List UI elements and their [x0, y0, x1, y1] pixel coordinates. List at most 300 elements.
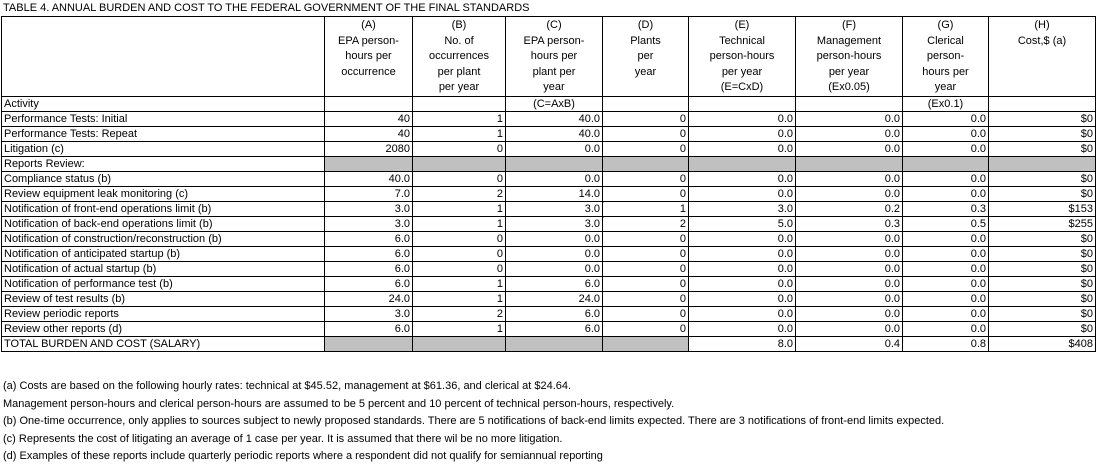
- value-cell: [325, 172, 413, 187]
- value-cell: [603, 202, 689, 217]
- value-cell: [603, 112, 689, 127]
- cell-value: 0.0: [884, 278, 900, 290]
- column-header-line: Technical: [719, 34, 765, 47]
- cell-value: 0.0: [970, 308, 986, 320]
- column-header-line: person-hours: [709, 50, 775, 62]
- cell-value: 40.0: [578, 128, 600, 140]
- value-cell: [796, 247, 903, 262]
- cell-value: 2: [496, 188, 503, 200]
- value-cell: [506, 322, 603, 337]
- value-cell: [413, 187, 506, 202]
- value-cell: [413, 232, 506, 247]
- column-header: [989, 17, 1096, 97]
- header-blank-cell: [2, 17, 325, 97]
- column-header-line: plant per: [532, 65, 576, 78]
- cell-value: 6.0: [584, 278, 600, 290]
- value-cell: [603, 247, 689, 262]
- activity-label: Activity: [2, 97, 325, 112]
- value-cell: [413, 112, 506, 127]
- table-row: [2, 202, 1096, 217]
- burden-cost-table: [1, 16, 1096, 352]
- formula-cell: (Ex0.1): [903, 97, 989, 112]
- cell-value: 0.0: [970, 233, 986, 245]
- formula-cell: [796, 97, 903, 112]
- cell-value: $0: [1080, 173, 1093, 185]
- column-header-line: (Ex0.05): [828, 81, 870, 93]
- formula-cell: [325, 97, 413, 112]
- value-cell: [603, 262, 689, 277]
- cell-value: 40.0: [388, 173, 410, 185]
- value-cell: [506, 217, 603, 232]
- formula-cell: [413, 97, 506, 112]
- column-header-line: EPA person-: [523, 34, 585, 47]
- value-cell: [903, 292, 989, 307]
- cell-value: 40: [397, 128, 410, 140]
- cell-value: 0.0: [884, 263, 900, 275]
- cell-value: 6.0: [584, 308, 600, 320]
- value-cell: [506, 142, 603, 157]
- value-cell: [689, 277, 796, 292]
- cell-value: 1: [679, 203, 686, 215]
- cell-value: 0.0: [970, 113, 986, 125]
- cell-value: 6.0: [394, 278, 410, 290]
- cell-value: 0: [679, 263, 686, 275]
- value-cell: [989, 277, 1096, 292]
- value-cell: [989, 232, 1096, 247]
- column-header: [325, 17, 413, 97]
- footnote: (c) Represents the cost of litigating an average of 1 case per year. It is assumed that there wil be no more litigation.: [3, 432, 563, 445]
- footnote: (b) One-time occurrence, only applies to sources subject to newly proposed standards. There are 5 notifications of back-end limits expected. There are 3 notifications of front-end limits expected.: [3, 415, 945, 427]
- value-cell: [989, 112, 1096, 127]
- value-cell: [325, 217, 413, 232]
- cell-value: 1: [496, 113, 503, 125]
- row-label: Reports Review:: [2, 157, 325, 172]
- value-cell: [903, 127, 989, 142]
- cell-value: 0.0: [884, 233, 900, 245]
- value-cell: [413, 262, 506, 277]
- cell-value: 0: [679, 308, 686, 320]
- value-cell: [325, 262, 413, 277]
- column-letter: (A): [361, 19, 376, 31]
- column-header: [903, 17, 989, 97]
- value-cell: [989, 262, 1096, 277]
- value-cell: [413, 322, 506, 337]
- value-cell: [603, 277, 689, 292]
- value-cell: [413, 307, 506, 322]
- cell-value: 6.0: [394, 248, 410, 260]
- value-cell: [796, 187, 903, 202]
- value-cell: [413, 277, 506, 292]
- row-label: Review periodic reports: [2, 307, 325, 322]
- cell-value: 0.0: [884, 188, 900, 200]
- cell-value: 0.8: [970, 338, 986, 350]
- column-header: [796, 17, 903, 97]
- table-row: [2, 127, 1096, 142]
- cell-value: 0: [679, 173, 686, 185]
- column-header-line: occurrences: [429, 50, 489, 62]
- value-cell: [903, 247, 989, 262]
- cell-value: 40: [397, 113, 410, 125]
- value-cell: [413, 142, 506, 157]
- value-cell: [325, 292, 413, 307]
- value-cell: [506, 202, 603, 217]
- cell-value: 0: [496, 233, 503, 245]
- cell-value: 1: [496, 203, 503, 215]
- value-cell: [689, 292, 796, 307]
- cell-value: 0: [496, 173, 503, 185]
- cell-value: 0.0: [884, 293, 900, 305]
- cell-value: 0.0: [970, 128, 986, 140]
- value-cell: [689, 337, 796, 352]
- cell-value: 0.0: [970, 323, 986, 335]
- cell-value: 0.0: [884, 143, 900, 155]
- value-cell: [603, 232, 689, 247]
- value-cell: [325, 277, 413, 292]
- value-cell: [506, 337, 603, 352]
- value-cell: [989, 247, 1096, 262]
- cell-value: 0: [679, 293, 686, 305]
- value-cell: [506, 247, 603, 262]
- cell-value: 0: [496, 263, 503, 275]
- row-label: Review other reports (d): [2, 322, 325, 337]
- column-header-line: Cost,$ (a): [1017, 34, 1067, 47]
- table-row: [2, 172, 1096, 187]
- value-cell: [506, 292, 603, 307]
- cell-value: 24.0: [388, 293, 410, 305]
- column-header-line: hours per: [922, 65, 969, 78]
- column-header-line: per year: [438, 81, 480, 93]
- cell-value: 40.0: [578, 113, 600, 125]
- value-cell: [903, 337, 989, 352]
- column-letter: (D): [637, 19, 654, 31]
- table-row: [2, 247, 1096, 262]
- cell-value: 24.0: [578, 293, 600, 305]
- value-cell: [796, 262, 903, 277]
- cell-value: 3.0: [394, 308, 410, 320]
- cell-value: 0: [679, 323, 686, 335]
- value-cell: [903, 157, 989, 172]
- row-label: Compliance status (b): [2, 172, 325, 187]
- value-cell: [989, 127, 1096, 142]
- value-cell: [413, 157, 506, 172]
- cell-value: $0: [1080, 308, 1093, 320]
- column-header: [506, 17, 603, 97]
- cell-value: 1: [496, 218, 503, 230]
- value-cell: [689, 112, 796, 127]
- value-cell: [689, 202, 796, 217]
- cell-value: 2080: [385, 143, 410, 155]
- column-header-line: Management: [816, 34, 882, 47]
- cell-value: 0.0: [884, 113, 900, 125]
- value-cell: [796, 277, 903, 292]
- row-label: Notification of anticipated startup (b): [2, 247, 325, 262]
- value-cell: [689, 172, 796, 187]
- cell-value: 0.0: [584, 248, 600, 260]
- value-cell: [796, 157, 903, 172]
- cell-value: 0.0: [777, 263, 793, 275]
- cell-value: 0: [679, 143, 686, 155]
- value-cell: [989, 292, 1096, 307]
- row-label: Notification of back-end operations limit (b): [2, 217, 325, 232]
- cell-value: 0.0: [584, 263, 600, 275]
- cell-value: $0: [1080, 263, 1093, 275]
- value-cell: [796, 142, 903, 157]
- value-cell: [796, 217, 903, 232]
- cell-value: 1: [496, 323, 503, 335]
- cell-value: 3.0: [584, 203, 600, 215]
- value-cell: [796, 112, 903, 127]
- value-cell: [989, 142, 1096, 157]
- row-label: Litigation (c): [2, 142, 325, 157]
- cell-value: $408: [1068, 338, 1093, 350]
- column-header-line: EPA person-: [338, 34, 399, 47]
- value-cell: [903, 217, 989, 232]
- value-cell: [506, 262, 603, 277]
- cell-value: 0.0: [777, 323, 793, 335]
- column-letter: (H): [1034, 19, 1050, 31]
- value-cell: [506, 277, 603, 292]
- value-cell: [903, 307, 989, 322]
- value-cell: [603, 322, 689, 337]
- cell-value: 0.5: [970, 218, 986, 230]
- value-cell: [325, 112, 413, 127]
- cell-value: 6.0: [394, 323, 410, 335]
- cell-value: 0.0: [884, 128, 900, 140]
- column-header-line: per year: [828, 65, 870, 78]
- value-cell: [989, 322, 1096, 337]
- value-cell: [689, 322, 796, 337]
- cell-value: $255: [1068, 218, 1093, 230]
- value-cell: [689, 247, 796, 262]
- value-cell: [689, 217, 796, 232]
- value-cell: [689, 127, 796, 142]
- value-cell: [903, 322, 989, 337]
- value-cell: [796, 127, 903, 142]
- cell-value: 2: [679, 218, 686, 230]
- column-letter: (C): [546, 19, 562, 31]
- cell-value: 0.3: [884, 218, 900, 230]
- cell-value: 0: [679, 188, 686, 200]
- column-header: [689, 17, 796, 97]
- value-cell: [989, 337, 1096, 352]
- value-cell: [413, 202, 506, 217]
- cell-value: 0.0: [777, 113, 793, 125]
- value-cell: [506, 232, 603, 247]
- cell-value: 0.4: [884, 338, 900, 350]
- cell-value: 0: [496, 143, 503, 155]
- value-cell: [413, 217, 506, 232]
- cell-value: 0: [679, 113, 686, 125]
- value-cell: [603, 307, 689, 322]
- value-cell: [903, 232, 989, 247]
- value-cell: [603, 172, 689, 187]
- cell-value: 0: [679, 233, 686, 245]
- total-row: [2, 337, 1096, 352]
- table-row: [2, 322, 1096, 337]
- cell-value: 0.2: [884, 203, 900, 215]
- formula-cell: [603, 97, 689, 112]
- value-cell: [413, 337, 506, 352]
- table-row: [2, 307, 1096, 322]
- cell-value: $0: [1080, 188, 1093, 200]
- cell-value: 0.0: [970, 263, 986, 275]
- table-row: [2, 277, 1096, 292]
- cell-value: $0: [1080, 248, 1093, 260]
- value-cell: [506, 187, 603, 202]
- value-cell: [903, 202, 989, 217]
- value-cell: [903, 277, 989, 292]
- cell-value: 0.0: [777, 143, 793, 155]
- column-header-line: person-hours: [816, 50, 882, 62]
- value-cell: [796, 292, 903, 307]
- cell-value: 1: [496, 278, 503, 290]
- column-header-line: hours per: [345, 50, 392, 62]
- formula-cell: (C=AxB): [506, 97, 603, 112]
- cell-value: 1: [496, 128, 503, 140]
- cell-value: 0.0: [777, 128, 793, 140]
- footnote: (d) Examples of these reports include quarterly periodic reports where a respondent did not qualify for semiannual reporting: [3, 450, 603, 462]
- row-label: Review equipment leak monitoring (c): [2, 187, 325, 202]
- cell-value: 3.0: [584, 218, 600, 230]
- value-cell: [796, 202, 903, 217]
- column-letter: (G): [937, 19, 954, 31]
- column-header-line: per: [637, 50, 654, 62]
- row-label: Notification of construction/reconstruction (b): [2, 232, 325, 247]
- formula-cell: [689, 97, 796, 112]
- value-cell: [413, 127, 506, 142]
- value-cell: [506, 307, 603, 322]
- table-row: [2, 232, 1096, 247]
- cell-value: 0.0: [584, 173, 600, 185]
- cell-value: $0: [1080, 143, 1093, 155]
- value-cell: [603, 142, 689, 157]
- value-cell: [689, 262, 796, 277]
- table-row: [2, 262, 1096, 277]
- cell-value: 0.0: [970, 173, 986, 185]
- cell-value: 0.3: [970, 203, 986, 215]
- cell-value: $0: [1080, 323, 1093, 335]
- column-header-line: No. of: [444, 34, 474, 47]
- value-cell: [689, 157, 796, 172]
- cell-value: 0.0: [970, 278, 986, 290]
- value-cell: [903, 262, 989, 277]
- value-cell: [603, 337, 689, 352]
- cell-value: 0.0: [777, 278, 793, 290]
- cell-value: 3.0: [777, 203, 793, 215]
- column-header-line: (E=CxD): [720, 81, 764, 93]
- value-cell: [796, 232, 903, 247]
- value-cell: [325, 202, 413, 217]
- value-cell: [796, 337, 903, 352]
- value-cell: [903, 187, 989, 202]
- table-row: [2, 112, 1096, 127]
- value-cell: [989, 187, 1096, 202]
- cell-value: 5.0: [777, 218, 793, 230]
- column-header: [603, 17, 689, 97]
- column-header-line: hours per: [530, 50, 578, 62]
- cell-value: 0.0: [884, 248, 900, 260]
- cell-value: 0.0: [584, 233, 600, 245]
- value-cell: [325, 337, 413, 352]
- value-cell: [603, 292, 689, 307]
- activity-header-row: [2, 97, 1096, 112]
- cell-value: $0: [1080, 278, 1093, 290]
- column-header-line: year: [634, 65, 657, 78]
- cell-value: 0: [679, 128, 686, 140]
- cell-value: 3.0: [394, 203, 410, 215]
- column-header-line: per year: [721, 65, 763, 78]
- value-cell: [603, 157, 689, 172]
- footnote: (a) Costs are based on the following hourly rates: technical at $45.52, management at $61.36, and clerical at $24.64.: [3, 380, 572, 392]
- cell-value: 0.0: [777, 233, 793, 245]
- cell-value: 6.0: [584, 323, 600, 335]
- value-cell: [325, 157, 413, 172]
- value-cell: [325, 307, 413, 322]
- cell-value: 6.0: [394, 263, 410, 275]
- column-header: [413, 17, 506, 97]
- cell-value: 0.0: [970, 248, 986, 260]
- value-cell: [689, 142, 796, 157]
- cell-value: 8.0: [777, 338, 793, 350]
- row-label: Performance Tests: Repeat: [2, 127, 325, 142]
- value-cell: [506, 112, 603, 127]
- value-cell: [325, 322, 413, 337]
- cell-value: 0.0: [884, 173, 900, 185]
- cell-value: 7.0: [394, 188, 410, 200]
- cell-value: 0.0: [970, 188, 986, 200]
- cell-value: 0: [496, 248, 503, 260]
- column-letter: (B): [451, 19, 467, 31]
- footnotes: [3, 378, 944, 466]
- column-header-line: per plant: [437, 65, 481, 78]
- value-cell: [903, 142, 989, 157]
- row-label: Review of test results (b): [2, 292, 325, 307]
- value-cell: [325, 232, 413, 247]
- row-label: Notification of performance test (b): [2, 277, 325, 292]
- cell-value: 0.0: [777, 308, 793, 320]
- table-row: [2, 292, 1096, 307]
- column-header-line: year: [934, 81, 957, 93]
- value-cell: [325, 142, 413, 157]
- value-cell: [413, 292, 506, 307]
- value-cell: [989, 217, 1096, 232]
- value-cell: [506, 157, 603, 172]
- cell-value: 0.0: [777, 293, 793, 305]
- value-cell: [989, 172, 1096, 187]
- cell-value: 0.0: [777, 173, 793, 185]
- formula-cell: [989, 97, 1096, 112]
- cell-value: 0.0: [970, 293, 986, 305]
- row-label: Performance Tests: Initial: [2, 112, 325, 127]
- cell-value: 0.0: [584, 143, 600, 155]
- cell-value: 6.0: [394, 233, 410, 245]
- column-header-line: Clerical: [927, 34, 964, 47]
- cell-value: 1: [496, 293, 503, 305]
- value-cell: [796, 307, 903, 322]
- value-cell: [689, 187, 796, 202]
- header-row: [2, 17, 1096, 97]
- cell-value: $0: [1080, 233, 1093, 245]
- table-row: [2, 217, 1096, 232]
- value-cell: [603, 187, 689, 202]
- table-row: [2, 187, 1096, 202]
- cell-value: 3.0: [394, 218, 410, 230]
- cell-value: $0: [1080, 128, 1093, 140]
- value-cell: [413, 247, 506, 262]
- row-label: Notification of front-end operations limit (b): [2, 202, 325, 217]
- cell-value: $0: [1080, 113, 1093, 125]
- value-cell: [506, 127, 603, 142]
